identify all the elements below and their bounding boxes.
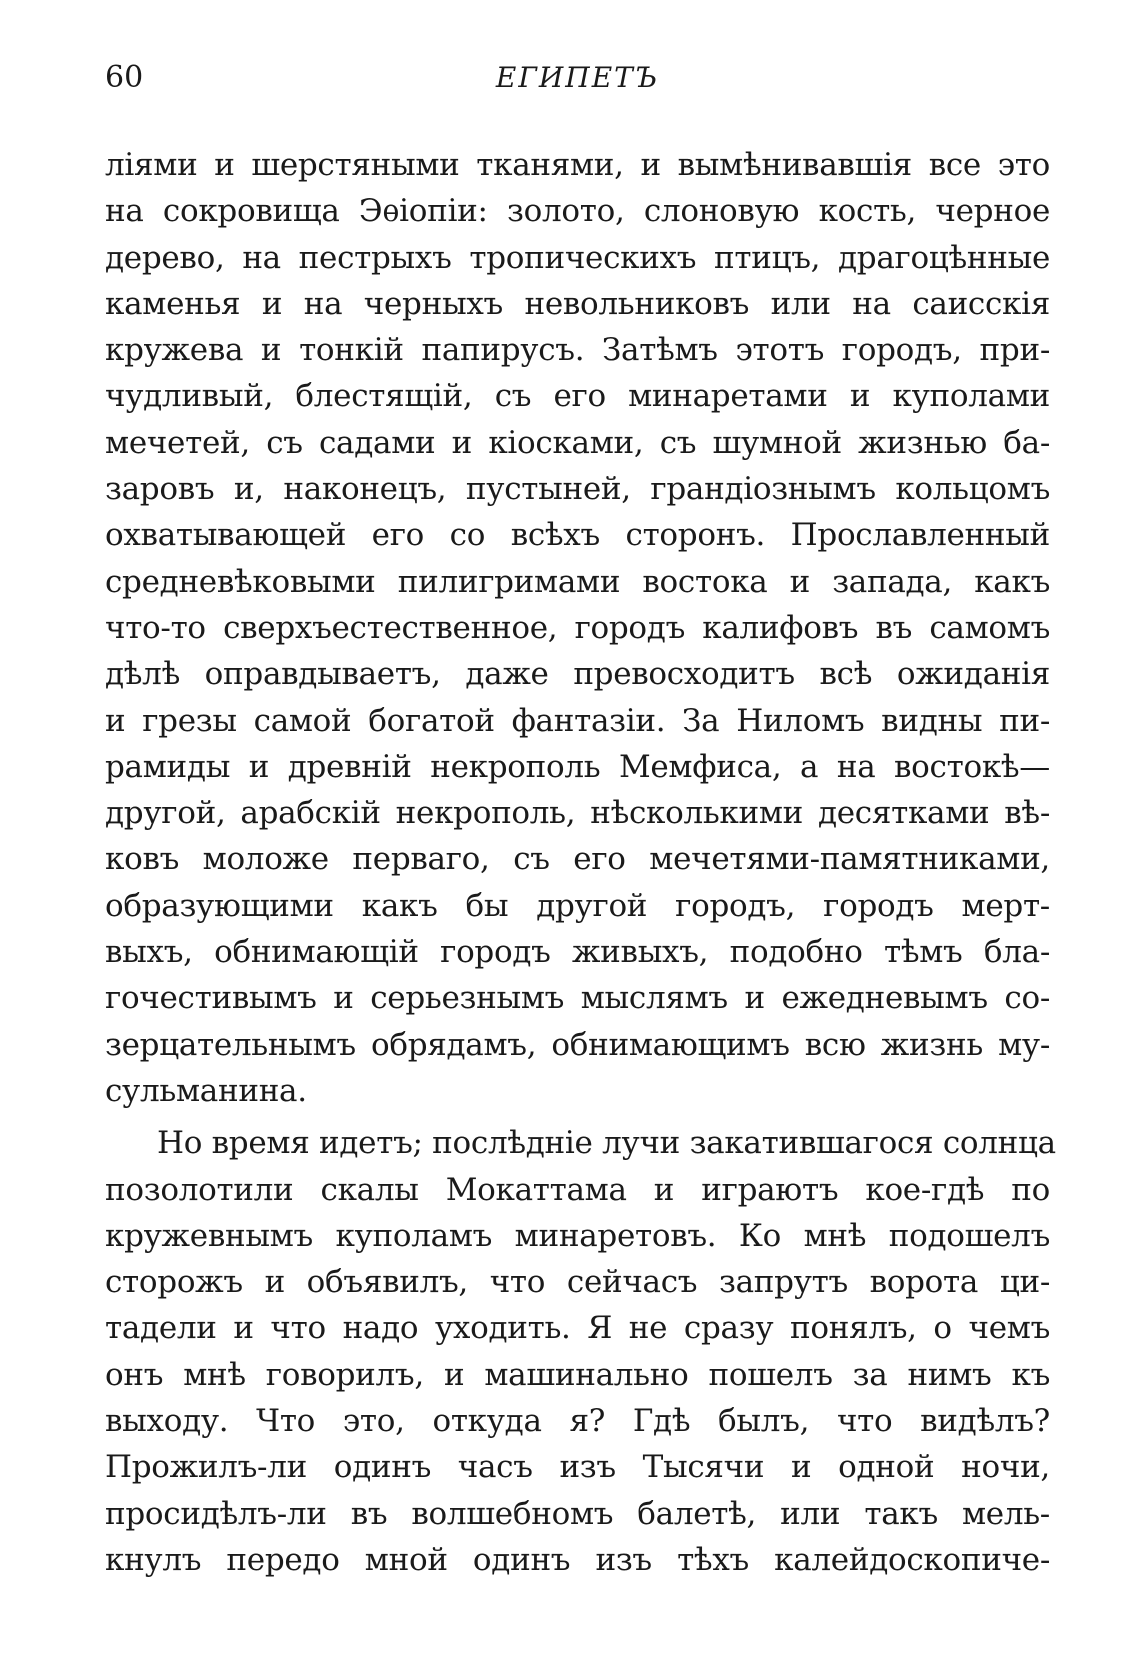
text-line: сульманина. bbox=[105, 1072, 307, 1109]
text-line: заровъ и, наконецъ, пустыней, грандіознымъ кольцомъ bbox=[105, 471, 1050, 508]
text-line: средневѣковыми пилигримами востока и запада, какъ bbox=[105, 563, 1050, 600]
text-line: зерцательнымъ обрядамъ, обнимающимъ всю жизнь му- bbox=[105, 1026, 1050, 1063]
text-line: ліями и шерстяными тканями, и вымѣнивавшія все это bbox=[105, 147, 1050, 183]
text-line: другой, арабскій некрополь, нѣсколькими десятками вѣ- bbox=[105, 795, 1050, 832]
text-line: кружева и тонкій папирусъ. Затѣмъ этотъ городъ, при- bbox=[105, 332, 1050, 369]
text-line: каменья и на черныхъ невольниковъ или на саисскія bbox=[105, 285, 1050, 322]
text-line: на сокровища Эѳіопіи: золото, слоновую кость, черное bbox=[105, 193, 1050, 230]
text-line: Прожилъ-ли одинъ часъ изъ Тысячи и одной ночи, bbox=[105, 1449, 1050, 1486]
text-line: выходу. Что это, откуда я? Гдѣ былъ, что видѣлъ? bbox=[105, 1403, 1050, 1440]
text-line: гочестивымъ и серьезнымъ мыслямъ и ежедневымъ со- bbox=[105, 980, 1050, 1017]
body-text bbox=[105, 142, 1056, 1583]
text-line: выхъ, обнимающій городъ живыхъ, подобно тѣмъ бла- bbox=[105, 934, 1050, 971]
text-line: рамиды и древній некрополь Мемфиса, а на востокѣ— bbox=[105, 748, 1050, 785]
text-line: сторожъ и объявилъ, что сейчасъ запрутъ ворота ци- bbox=[105, 1264, 1050, 1301]
text-line: позолотили скалы Мокаттама и играютъ кое-гдѣ по bbox=[105, 1171, 1050, 1208]
text-line: что-то сверхъестественное, городъ калифовъ въ самомъ bbox=[105, 609, 1050, 646]
paragraph-1 bbox=[105, 142, 1050, 1114]
text-line: Но время идетъ; послѣдніе лучи закатившагося солнца bbox=[157, 1125, 1056, 1162]
text-line: дѣлѣ оправдываетъ, даже превосходитъ всѣ ожиданія bbox=[105, 656, 1050, 693]
text-line: кнулъ передо мной одинъ изъ тѣхъ калейдоскопиче- bbox=[105, 1541, 1050, 1578]
text-line: мечетей, съ садами и кіосками, съ шумной жизнью ба- bbox=[105, 424, 1050, 461]
text-line: образующими какъ бы другой городъ, городъ мерт- bbox=[105, 887, 1050, 924]
text-line: и грезы самой богатой фантазіи. За Ниломъ видны пи- bbox=[105, 702, 1050, 739]
paragraph-2 bbox=[105, 1120, 1056, 1583]
text-line: тадели и что надо уходить. Я не сразу понялъ, о чемъ bbox=[105, 1310, 1050, 1347]
text-line: дерево, на пестрыхъ тропическихъ птицъ, драгоцѣнные bbox=[105, 239, 1050, 276]
text-line: охватывающей его со всѣхъ сторонъ. Прославленный bbox=[105, 517, 1050, 554]
text-line: просидѣлъ-ли въ волшебномъ балетѣ, или такъ мель- bbox=[105, 1495, 1050, 1532]
text-line: кружевнымъ куполамъ минаретовъ. Ко мнѣ подошелъ bbox=[105, 1217, 1050, 1254]
text-line: чудливый, блестящій, съ его минаретами и куполами bbox=[105, 378, 1050, 415]
text-line: ковъ моложе перваго, съ его мечетями-памятниками, bbox=[105, 841, 1050, 878]
page-number: 60 bbox=[105, 60, 144, 95]
running-head bbox=[105, 58, 1050, 98]
running-title: ЕГИПЕТЪ bbox=[495, 61, 660, 94]
text-line: онъ мнѣ говорилъ, и машинально пошелъ за нимъ къ bbox=[105, 1356, 1050, 1393]
